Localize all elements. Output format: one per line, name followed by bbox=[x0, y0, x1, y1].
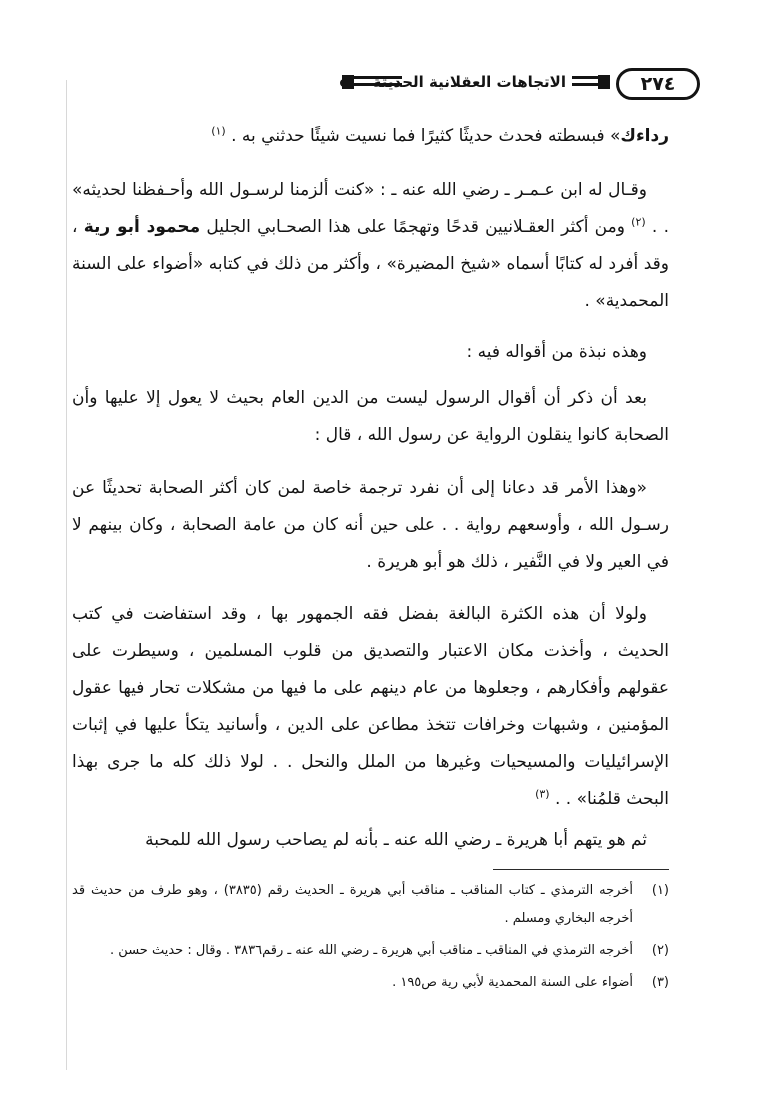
footnote-reference: (٢) bbox=[631, 215, 646, 229]
body-text bbox=[72, 334, 669, 371]
header-double-rule bbox=[350, 76, 402, 86]
footnote-2 bbox=[72, 937, 669, 965]
paragraph-text: » فبسطته فحدث حديثًا كثيرًا فما نسيت شيئًا حدثني به . bbox=[225, 126, 621, 146]
body-text bbox=[72, 596, 669, 818]
header-double-rule bbox=[572, 76, 608, 86]
body-text bbox=[72, 822, 669, 859]
footnote-1 bbox=[72, 877, 669, 933]
bold-lead-word: رداءك bbox=[620, 126, 669, 146]
footnote-text: أخرجه الترمذي ـ كتاب المناقب ـ مناقب أبي هريرة ـ الحديث رقم (٣٨٣٥) ، وهو طرف من حديث قد أخرجه البخاري ومسلم . bbox=[72, 883, 633, 926]
footnote-separator bbox=[493, 869, 669, 870]
footnote-reference: (١) bbox=[211, 124, 226, 138]
page-number-badge: ٢٧٤ bbox=[616, 68, 700, 100]
paragraph-text: وقـال له ابن عـمـر ـ رضي الله عنه ـ : «كنت ألزمنا لرسـول الله وأحـفظنا لحديثه» . . bbox=[72, 180, 669, 237]
running-title: الاتجاهات العقلانية الحديثة bbox=[372, 73, 566, 91]
footnote-text: أخرجه الترمذي في المناقب ـ مناقب أبي هريرة ـ رضي الله عنه ـ رقم٣٨٣٦ . وقال : حديث حسن . bbox=[110, 943, 633, 958]
paragraph-5-quote: «وهذا الأمر قد دعانا إلى أن نفرد ترجمة خاصة لمن كان أكثر الصحابة تحديثًا عن رسـول الله ، وأوسعهم رواية . . على حين أنه كان من عامة الصحابة ، وكان بينهم لا في العير ولا في النَّفير ، ذلك هو أبو هريرة . bbox=[72, 478, 669, 572]
footnote-number: (١) bbox=[651, 883, 669, 898]
footnote-number: (٢) bbox=[651, 943, 669, 958]
paragraph-3: وهذه نبذة من أقواله فيه : bbox=[466, 342, 647, 362]
body-text bbox=[72, 470, 669, 581]
footnotes bbox=[72, 877, 669, 1001]
footnote-reference: (٣) bbox=[535, 787, 550, 801]
body-text bbox=[72, 118, 669, 155]
paragraph-text: ، وقد أفرد له كتابًا أسماه «شيخ المضيرة» ، وأكثر من ذلك في كتابه «أضواء على السنة المحمدية» . bbox=[72, 217, 669, 311]
page-margin-line bbox=[66, 80, 67, 1070]
paragraph-4: بعد أن ذكر أن أقوال الرسول ليست من الدين العام بحيث لا يعول إلا عليها وأن الصحابة كانوا ينقلون الرواية عن رسول الله ، قال : bbox=[72, 388, 669, 445]
header-ornament-dot bbox=[340, 79, 348, 87]
running-header bbox=[80, 66, 700, 106]
paragraph-1 bbox=[72, 118, 669, 155]
body-text bbox=[72, 172, 669, 320]
footnote-text: أضواء على السنة المحمدية لأبي رية ص١٩٥ . bbox=[392, 975, 633, 990]
footnote-number: (٣) bbox=[651, 975, 669, 990]
paragraph-text: ومن أكثر العقـلانيين قدحًا وتهجمًا على هذا الصحـابي الجليل bbox=[200, 217, 632, 237]
bold-author-name: محمود أبو رية bbox=[83, 217, 201, 237]
paragraph-text: ولولا أن هذه الكثرة البالغة بفضل فقه الجمهور بها ، وقد استفاضت في كتب الحديث ، وأخذت مكان الاعتبار والتصديق من قلوب المسلمين ، وسيطرت على عقولهم وأفكارهم ، وجعلوها من عام دينهم على ما فيها من مشكلات تحار فيها عقول المؤمنين ، وشبهات وخرافات تتخذ مطاعن على الدين ، وأسانيد يتكأ عليها في إثبات الإسرائيليات والمسيحيات وغيرها من الملل والنحل . . لولا ذلك كله ما جرى بهذا البحث قلمُنا» . . bbox=[72, 604, 669, 809]
paragraph-7: ثم هو يتهم أبا هريرة ـ رضي الله عنه ـ بأنه لم يصاحب رسول الله للمحبة bbox=[145, 830, 647, 850]
footnote-3 bbox=[72, 969, 669, 997]
paragraph-6-quote bbox=[72, 596, 669, 818]
body-text bbox=[72, 380, 669, 454]
paragraph-2 bbox=[72, 172, 669, 320]
